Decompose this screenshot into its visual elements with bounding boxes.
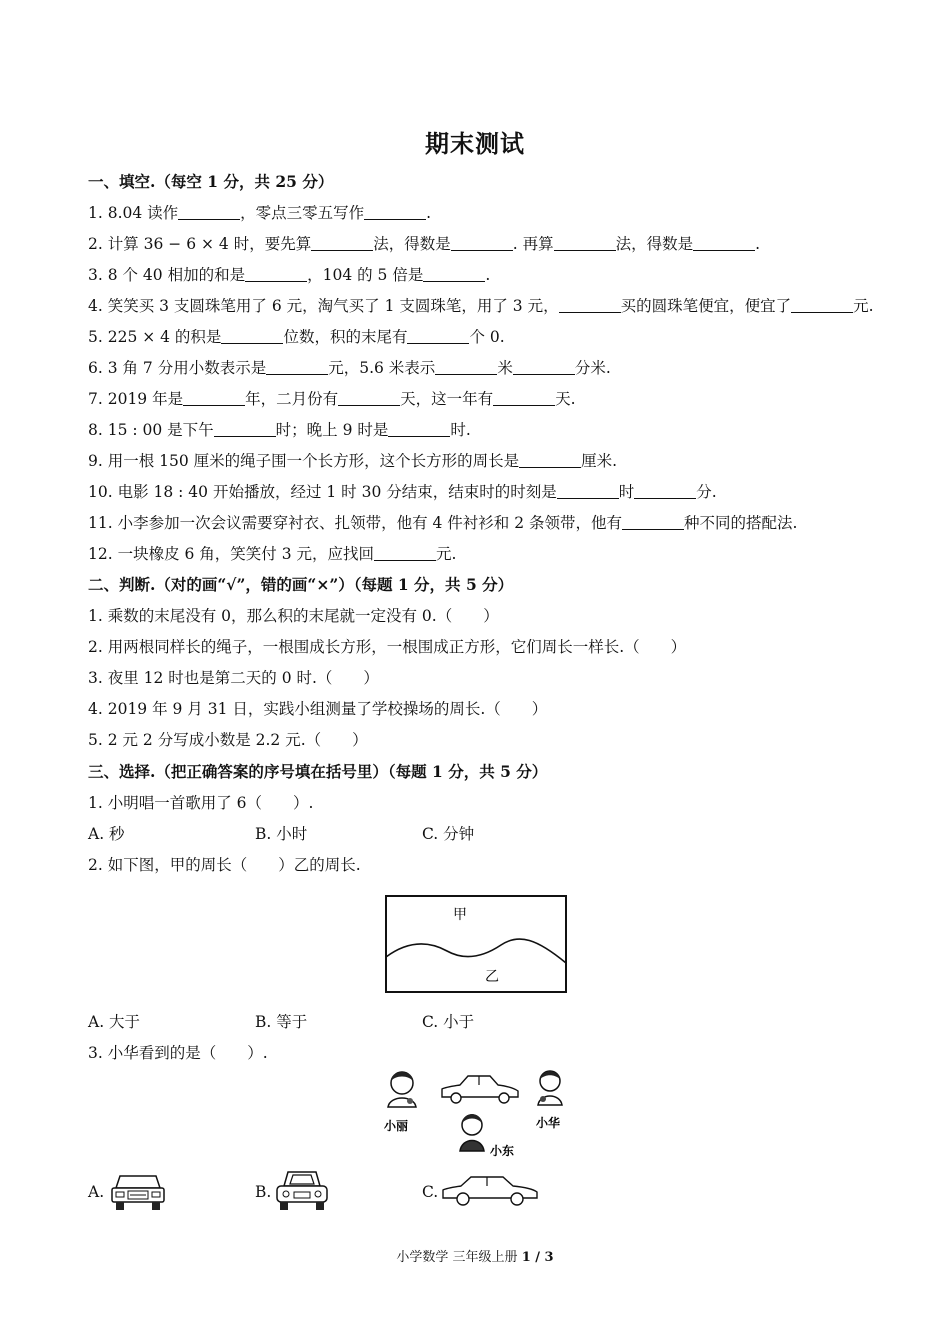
question-text: 3. 8 个 40 相加的和是 — [88, 266, 246, 284]
question-text: 时；晚上 9 时是 — [275, 421, 389, 439]
perimeter-figure — [385, 895, 567, 993]
answer-blank[interactable] — [634, 484, 696, 499]
answer-blank[interactable] — [374, 546, 436, 561]
section-3-heading: 三、选择.（把正确答案的序号填在括号里）（每题 1 分，共 5 分） — [88, 762, 548, 781]
answer-blank[interactable] — [221, 329, 283, 344]
question-1-9 — [88, 451, 617, 471]
boy-xiaodong-figure — [460, 1114, 484, 1151]
question-text: 10. 电影 18 : 40 开始播放，经过 1 时 30 分结束，结束时的时刻是 — [88, 483, 557, 501]
question-1-3 — [88, 265, 490, 285]
girl-figure — [388, 1072, 416, 1107]
answer-blank[interactable] — [311, 236, 373, 251]
choice-question-2: 2. 如下图，甲的周长（ ）乙的周长. — [88, 856, 361, 874]
question-text: 买的圆珠笔便宜，便宜了 — [620, 297, 792, 315]
car-rear-icon — [274, 1168, 330, 1216]
question-text: 1. 8.04 读作 — [88, 204, 179, 222]
question-text: 年，二月份有 — [245, 390, 339, 408]
question-text: 2. 计算 36 − 6 × 4 时，要先算 — [88, 235, 312, 253]
section-2-heading: 二、判断.（对的画“√”，错的画“×”）（每题 1 分，共 5 分） — [88, 575, 514, 594]
car-front-icon — [110, 1170, 166, 1216]
option-c: C. 分钟 — [422, 825, 475, 843]
question-text: 8. 15 : 00 是下午 — [88, 421, 214, 439]
question-1-5 — [88, 327, 505, 347]
question-text: ，零点三零五写作 — [240, 204, 365, 222]
page-title: 期末测试 — [425, 129, 525, 158]
question-text: 时 — [618, 483, 635, 501]
question-text: 分. — [696, 483, 717, 501]
question-text: 6. 3 角 7 分用小数表示是 — [88, 359, 267, 377]
option-c: C. — [422, 1183, 439, 1201]
question-text: . 再算 — [512, 235, 554, 253]
question-text: 法，得数是 — [373, 235, 451, 253]
question-text: 位数，积的末尾有 — [283, 328, 408, 346]
question-text: 天，这一年有 — [400, 390, 494, 408]
answer-blank[interactable] — [622, 515, 684, 530]
car-side-icon — [442, 1076, 518, 1103]
answer-blank[interactable] — [364, 205, 426, 220]
question-text: 4. 笑笑买 3 支圆珠笔用了 6 元，淘气买了 1 支圆珠笔，用了 3 元， — [88, 297, 559, 315]
option-b: B. 小时 — [255, 825, 308, 843]
question-text: 个 0. — [469, 328, 505, 346]
answer-blank[interactable] — [407, 329, 469, 344]
question-text: . — [755, 235, 761, 253]
judge-item-3: 3. 夜里 12 时也是第二天的 0 时.（ ） — [88, 669, 379, 687]
question-text: 9. 用一根 150 厘米的绳子围一个长方形，这个长方形的周长是 — [88, 452, 520, 470]
answer-blank[interactable] — [513, 360, 575, 375]
question-1-12 — [88, 544, 456, 564]
question-1-11 — [88, 513, 797, 533]
question-text: 时. — [450, 421, 471, 439]
choice-question-3: 3. 小华看到的是（ ）. — [88, 1044, 268, 1062]
answer-blank[interactable] — [791, 298, 853, 313]
question-text: 11. 小李参加一次会议需要穿衬衣、扎领带，他有 4 件衬衫和 2 条领带，他有 — [88, 514, 623, 532]
label-yi: 乙 — [485, 969, 499, 985]
answer-blank[interactable] — [245, 267, 307, 282]
answer-blank[interactable] — [554, 236, 616, 251]
answer-blank[interactable] — [519, 453, 581, 468]
question-text: . — [426, 204, 432, 222]
label-xiaohua: 小华 — [536, 1116, 561, 1130]
question-text: 元. — [853, 297, 874, 315]
question-text: 7. 2019 年是 — [88, 390, 184, 408]
question-text: . — [485, 266, 491, 284]
footer-text: 小学数学 三年级上册 — [396, 1250, 522, 1265]
question-1-2 — [88, 234, 760, 254]
question-text: 元. — [436, 545, 457, 563]
option-c: C. 小于 — [422, 1013, 475, 1031]
judge-item-4: 4. 2019 年 9 月 31 日，实践小组测量了学校操场的周长.（ ） — [88, 700, 548, 718]
answer-blank[interactable] — [435, 360, 497, 375]
judge-item-5: 5. 2 元 2 分写成小数是 2.2 元.（ ） — [88, 731, 368, 749]
page-footer — [0, 1246, 950, 1265]
judge-item-1: 1. 乘数的末尾没有 0，那么积的末尾就一定没有 0.（ ） — [88, 607, 499, 625]
option-a: A. 秒 — [88, 825, 125, 843]
question-1-10 — [88, 482, 717, 502]
option-b: B. 等于 — [255, 1013, 308, 1031]
section-1-heading: 一、填空.（每空 1 分，共 25 分） — [88, 172, 334, 191]
question-text: ，104 的 5 倍是 — [307, 266, 424, 284]
car-side-option-icon — [441, 1174, 539, 1212]
answer-blank[interactable] — [183, 391, 245, 406]
judge-item-2: 2. 用两根同样长的绳子，一根围成长方形，一根围成正方形，它们周长一样长.（ ） — [88, 638, 687, 656]
option-b: B. — [255, 1183, 272, 1201]
answer-blank[interactable] — [493, 391, 555, 406]
boy-xiaohua-figure — [538, 1071, 562, 1105]
option-a: A. 大于 — [88, 1013, 141, 1031]
question-text: 天. — [555, 390, 576, 408]
answer-blank[interactable] — [451, 236, 513, 251]
answer-blank[interactable] — [266, 360, 328, 375]
question-text: 分米. — [574, 359, 611, 377]
page-number: 1 / 3 — [521, 1250, 554, 1265]
question-text: 厘米. — [581, 452, 618, 470]
viewpoint-scene — [380, 1063, 580, 1173]
choice-question-1: 1. 小明唱一首歌用了 6（ ）. — [88, 794, 314, 812]
label-xiaodong: 小东 — [490, 1144, 515, 1158]
answer-blank[interactable] — [423, 267, 485, 282]
answer-blank[interactable] — [693, 236, 755, 251]
rectangle-with-curve-figure — [385, 895, 567, 993]
answer-blank[interactable] — [388, 422, 450, 437]
question-text: 米 — [497, 359, 513, 377]
answer-blank[interactable] — [557, 484, 619, 499]
question-text: 元，5.6 米表示 — [328, 359, 436, 377]
answer-blank[interactable] — [338, 391, 400, 406]
question-1-1 — [88, 203, 431, 223]
question-1-6 — [88, 358, 611, 378]
answer-blank[interactable] — [178, 205, 240, 220]
label-xiaoli: 小丽 — [384, 1119, 409, 1133]
question-text: 5. 225 × 4 的积是 — [88, 328, 222, 346]
question-1-4 — [88, 296, 874, 316]
answer-blank[interactable] — [214, 422, 276, 437]
question-text: 法，得数是 — [615, 235, 694, 253]
answer-blank[interactable] — [559, 298, 621, 313]
question-1-7 — [88, 389, 576, 409]
question-text: 12. 一块橡皮 6 角，笑笑付 3 元，应找回 — [88, 545, 375, 563]
option-a: A. — [88, 1183, 105, 1201]
question-1-8 — [88, 420, 471, 440]
label-jia: 甲 — [453, 907, 467, 923]
children-around-car-illustration — [380, 1063, 580, 1173]
question-text: 种不同的搭配法. — [684, 514, 798, 532]
